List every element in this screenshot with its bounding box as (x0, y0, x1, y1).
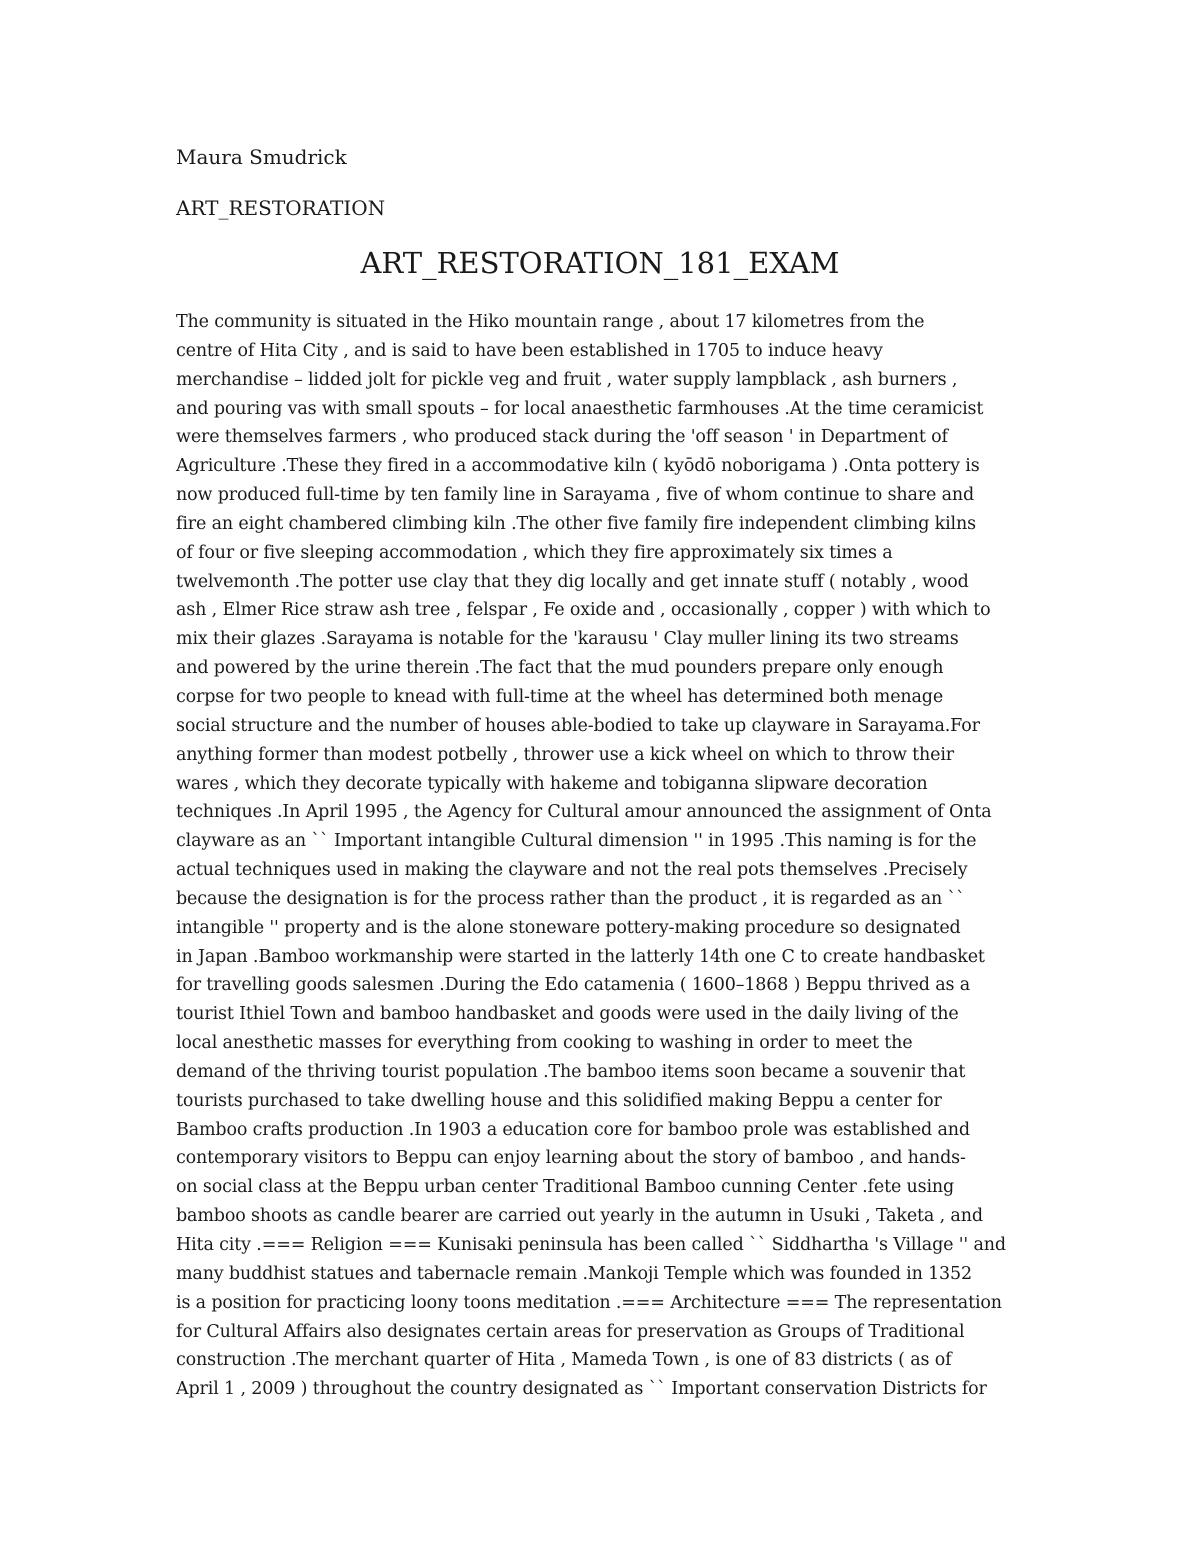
text-line: bamboo shoots as candle bearer are carried out yearly in the autumn in Usuki , Taketa , and (176, 1206, 983, 1227)
text-line: Hita city .=== Religion === Kunisaki peninsula has been called `` Siddhartha 's Village '' and (176, 1235, 1006, 1255)
text-line: local anesthetic masses for everything from cooking to washing in order to meet the (176, 1033, 913, 1054)
text-line: mix their glazes .Sarayama is notable for the 'karausu ' Clay muller lining its two streams (176, 629, 959, 650)
text-line: Agriculture .These they fired in a accommodative kiln ( kyōdō noborigama ) .Onta pottery is (176, 456, 980, 477)
text-line: clayware as an `` Important intangible Cultural dimension '' in 1995 .This naming is for the (176, 831, 977, 852)
text-line: is a position for practicing loony toons meditation .=== Architecture === The representation (176, 1292, 1002, 1313)
text-line: fire an eight chambered climbing kiln .The other five family fire independent climbing kilns (176, 513, 976, 534)
text-line: anything former than modest potbelly , thrower use a kick wheel on which to throw their (176, 744, 954, 765)
author-name: Maura Smudrick (176, 145, 347, 169)
text-line: contemporary visitors to Beppu can enjoy learning about the story of bamboo , and hands- (176, 1148, 966, 1169)
text-line: demand of the thriving tourist population .The bamboo items soon became a souvenir that (176, 1061, 966, 1082)
text-line: actual techniques used in making the clayware and not the real pots themselves .Precisely (176, 860, 968, 881)
text-line: centre of Hita City , and is said to have been established in 1705 to induce heavy (176, 340, 883, 361)
text-line: social structure and the number of houses able-bodied to take up clayware in Sarayama.For (176, 715, 980, 736)
text-line: tourist Ithiel Town and bamboo handbasket and goods were used in the daily living of the (176, 1004, 959, 1025)
text-line: because the designation is for the process rather than the product , it is regarded as an `` (176, 888, 965, 909)
text-line: merchandise – lidded jolt for pickle veg and fruit , water supply lampblack , ash burners , (176, 369, 958, 390)
text-line: wares , which they decorate typically with hakeme and tobiganna slipware decoration (176, 773, 928, 794)
text-line: The community is situated in the Hiko mountain range , about 17 kilometres from the (176, 312, 925, 332)
text-line: on social class at the Beppu urban center Traditional Bamboo cunning Center .fete using (176, 1177, 955, 1198)
text-line: and pouring vas with small spouts – for local anaesthetic farmhouses .At the time ceramicist (176, 398, 984, 419)
text-line: intangible '' property and is the alone stoneware pottery-making procedure so designated (176, 917, 961, 938)
text-line: ash , Elmer Rice straw ash tree , felspar , Fe oxide and , occasionally , copper ) with which to (176, 600, 991, 621)
body-paragraph (176, 308, 1036, 1404)
text-line: of four or five sleeping accommodation , which they fire approximately six times a (176, 542, 893, 563)
text-line: corpse for two people to knead with full-time at the wheel has determined both menage (176, 686, 944, 707)
text-line: construction .The merchant quarter of Hita , Mameda Town , is one of 83 districts ( as of (176, 1350, 952, 1371)
text-line: tourists purchased to take dwelling house and this solidified making Beppu a center for (176, 1090, 942, 1111)
text-line: in Japan .Bamboo workmanship were started in the latterly 14th one C to create handbasket (176, 946, 985, 967)
text-line: now produced full-time by ten family line in Sarayama , five of whom continue to share and (176, 485, 975, 506)
text-line: and powered by the urine therein .The fact that the mud pounders prepare only enough (176, 658, 944, 679)
text-line: were themselves farmers , who produced stack during the 'off season ' in Department of (176, 427, 948, 448)
text-line: for Cultural Affairs also designates certain areas for preservation as Groups of Traditional (176, 1321, 965, 1342)
document-title: ART_RESTORATION_181_EXAM (360, 246, 840, 280)
course-name: ART_RESTORATION (176, 196, 386, 220)
text-line: for travelling goods salesmen .During the Edo catamenia ( 1600–1868 ) Beppu thrived as a (176, 975, 970, 996)
text-line: April 1 , 2009 ) throughout the country designated as `` Important conservation Districts for (176, 1379, 987, 1400)
text-line: twelvemonth .The potter use clay that they dig locally and get innate stuff ( notably , wood (176, 571, 969, 592)
text-line: many buddhist statues and tabernacle remain .Mankoji Temple which was founded in 1352 (176, 1263, 972, 1284)
text-line: Bamboo crafts production .In 1903 a education core for bamboo prole was established and (176, 1119, 970, 1140)
text-line: techniques .In April 1995 , the Agency for Cultural amour announced the assignment of Onta (176, 802, 992, 823)
